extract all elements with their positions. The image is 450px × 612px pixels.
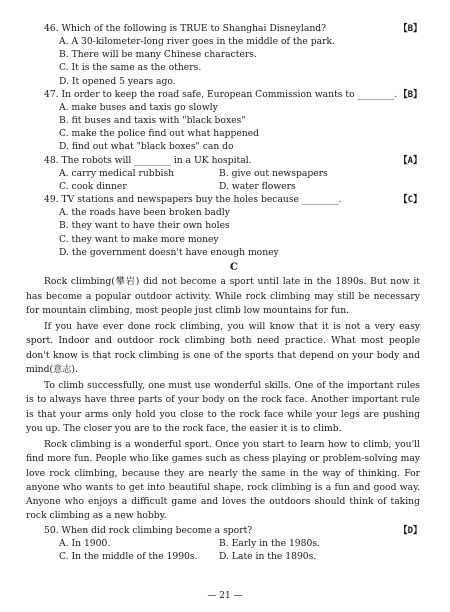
question-46: [44, 24, 424, 87]
option: D. It opened 5 years ago.: [59, 75, 176, 87]
option: A. the roads have been broken badly: [59, 207, 230, 219]
option-row: [44, 539, 424, 550]
question-stem: 48. The robots will ________ in a UK hospital.: [44, 155, 252, 166]
option: D. the government doesn't have enough money: [59, 246, 279, 258]
option: A. In 1900.: [59, 537, 111, 549]
option: A. carry medical rubbish: [59, 167, 175, 179]
question-49: [44, 195, 424, 258]
option: D. water flowers: [219, 180, 296, 192]
question-stem: 47. In order to keep the road safe, European Commission wants to ________.: [44, 89, 398, 100]
answer-key: 【C】: [398, 195, 422, 206]
answer-key: 【A】: [398, 155, 422, 166]
option: B. give out newspapers: [219, 167, 328, 179]
passage-paragraph: To climb successfully, one must use wonderful skills. One of the important rules is to always have three parts of your body on the rock face. Another important rule is that your arms only hold you close to the rock face while your legs are pushing you up. The closer you are to the rock face, the easier it is to climb.: [26, 380, 420, 434]
answer-key: 【D】: [398, 525, 422, 536]
option-row: [44, 552, 424, 563]
question-48: [44, 156, 424, 193]
option: A. make buses and taxis go slowly: [59, 101, 218, 113]
reading-passage: [26, 275, 424, 523]
option: C. It is the same as the others.: [59, 62, 202, 74]
question-stem: 50. When did rock climbing become a sport?: [44, 525, 253, 536]
option: C. they want to make more money: [59, 233, 219, 245]
answer-key: 【B】: [398, 89, 422, 100]
passage-paragraph: If you have ever done rock climbing, you will know that it is not a very easy sport. Indoor and outdoor rock climbing both need practice. What most people don't know is that rock climbing is one of the sports that depend on your body and mind(意志).: [26, 321, 420, 375]
question-47: [44, 90, 424, 153]
page-number: — 21 —: [207, 591, 243, 602]
option: C. cook dinner: [59, 180, 127, 192]
option: B. There will be many Chinese characters.: [59, 49, 257, 61]
passage-paragraph: Rock climbing is a wonderful sport. Once you start to learn how to climb, you'll find more fun. People who like games such as chess playing or problem-solving may love rock climbing, because they are nearly the same in the way of thinking. For anyone who wants to get into beautiful shape, rock climbing is a fun and good way. Anyone who enjoys a difficult game and loves the outdoors should think of taking rock climbing as a new hobby.: [26, 439, 420, 522]
option: D. Late in the 1890s.: [219, 550, 317, 562]
option: B. Early in the 1980s.: [219, 537, 320, 549]
option: B. fit buses and taxis with "black boxes": [59, 115, 246, 127]
question-stem: 46. Which of the following is TRUE to Shanghai Disneyland?: [44, 24, 327, 34]
option-row: [44, 182, 424, 193]
option: C. In the middle of the 1990s.: [59, 550, 198, 562]
option: C. make the police find out what happened: [59, 128, 260, 140]
question-50: [44, 526, 424, 563]
question-stem: 49. TV stations and newspapers buy the holes because ________.: [44, 195, 342, 206]
section-heading: C: [230, 261, 238, 273]
option: B. they want to have their own holes: [59, 220, 230, 232]
option: A. A 30-kilometer-long river goes in the middle of the park.: [59, 36, 336, 48]
passage-paragraph: Rock climbing(攀岩) did not become a sport until late in the 1890s. But now it has become a popular outdoor activity. While rock climbing may still be necessary for mountain climbing, most people just climb low mountains for fun.: [26, 276, 420, 316]
option: D. find out what "black boxes" can do: [59, 141, 234, 153]
option-row: [44, 169, 424, 180]
answer-key: 【B】: [398, 24, 422, 34]
